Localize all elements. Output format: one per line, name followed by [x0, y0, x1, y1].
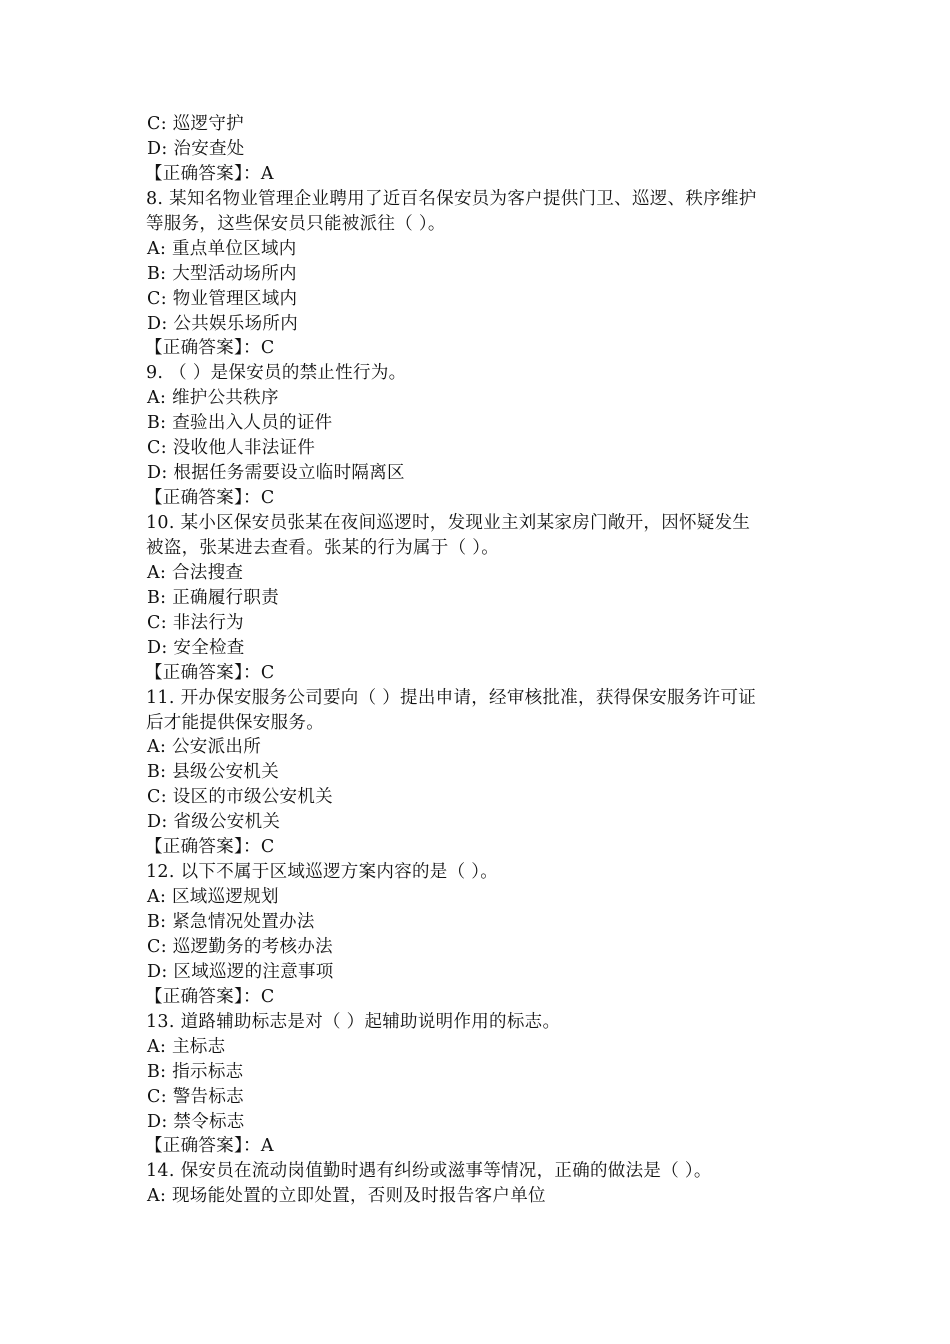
question-text: 14. 保安员在流动岗值勤时遇有纠纷或滋事等情况，正确的做法是（ ）。 [146, 1161, 712, 1182]
document-body [0, 112, 950, 1209]
question-text: 8. 某知名物业管理企业聘用了近百名保安员为客户提供门卫、巡逻、秩序维护 [146, 188, 757, 209]
answer-option: B: 指示标志 [147, 1061, 244, 1082]
answer-option: D: 区域巡逻的注意事项 [147, 961, 334, 982]
correct-answer: 【正确答案】：A [145, 1136, 274, 1157]
question-text-continued: 等服务，这些保安员只能被派往（ ）。 [146, 213, 446, 234]
correct-answer: 【正确答案】：C [145, 338, 275, 359]
answer-option: D: 治安查处 [147, 138, 245, 159]
correct-answer: 【正确答案】：C [145, 488, 275, 509]
answer-option: C: 巡逻守护 [147, 114, 244, 134]
document-page [0, 112, 950, 1209]
answer-option: D: 省级公安机关 [147, 812, 281, 833]
answer-option: D: 公共娱乐场所内 [147, 313, 298, 334]
correct-answer: 【正确答案】：C [145, 837, 275, 858]
answer-option: A: 维护公共秩序 [147, 388, 279, 409]
answer-option: A: 重点单位区域内 [147, 238, 297, 259]
answer-option: B: 紧急情况处置办法 [147, 912, 315, 932]
answer-option: C: 巡逻勤务的考核办法 [147, 936, 333, 957]
answer-option: A: 主标志 [147, 1036, 226, 1057]
answer-option: B: 查验出入人员的证件 [147, 413, 333, 434]
answer-option: C: 设区的市级公安机关 [147, 787, 333, 808]
answer-option: A: 公安派出所 [147, 737, 261, 758]
answer-option: D: 禁令标志 [147, 1111, 245, 1132]
answer-option: C: 没收他人非法证件 [147, 438, 316, 459]
answer-option: B: 县级公安机关 [147, 762, 280, 783]
question-text: 10. 某小区保安员张某在夜间巡逻时，发现业主刘某家房门敞开，因怀疑发生 [146, 513, 751, 533]
answer-option: C: 物业管理区域内 [147, 288, 298, 309]
question-text-continued: 被盗，张某进去查看。张某的行为属于（ ）。 [146, 537, 500, 558]
question-text: 9. （ ）是保安员的禁止性行为。 [146, 363, 407, 384]
answer-option: C: 警告标志 [147, 1086, 244, 1107]
question-text-continued: 后才能提供保安服务。 [146, 712, 324, 733]
question-text: 12. 以下不属于区域巡逻方案内容的是（ ）。 [146, 862, 499, 883]
answer-option: A: 合法搜查 [147, 562, 244, 583]
answer-option: D: 安全检查 [147, 637, 245, 658]
answer-option: C: 非法行为 [147, 612, 244, 633]
answer-option: A: 区域巡逻规划 [147, 887, 279, 908]
question-text: 13. 道路辅助标志是对（ ）起辅助说明作用的标志。 [146, 1011, 561, 1032]
question-text: 11. 开办保安服务公司要向（ ）提出申请，经审核批准，获得保安服务许可证 [146, 687, 757, 708]
answer-option: D: 根据任务需要设立临时隔离区 [147, 463, 405, 484]
answer-option: A: 现场能处置的立即处置，否则及时报告客户单位 [147, 1186, 546, 1207]
correct-answer: 【正确答案】：A [145, 163, 274, 184]
answer-option: B: 正确履行职责 [147, 587, 280, 608]
correct-answer: 【正确答案】：C [145, 662, 275, 683]
correct-answer: 【正确答案】：C [145, 986, 275, 1007]
answer-option: B: 大型活动场所内 [147, 263, 297, 284]
